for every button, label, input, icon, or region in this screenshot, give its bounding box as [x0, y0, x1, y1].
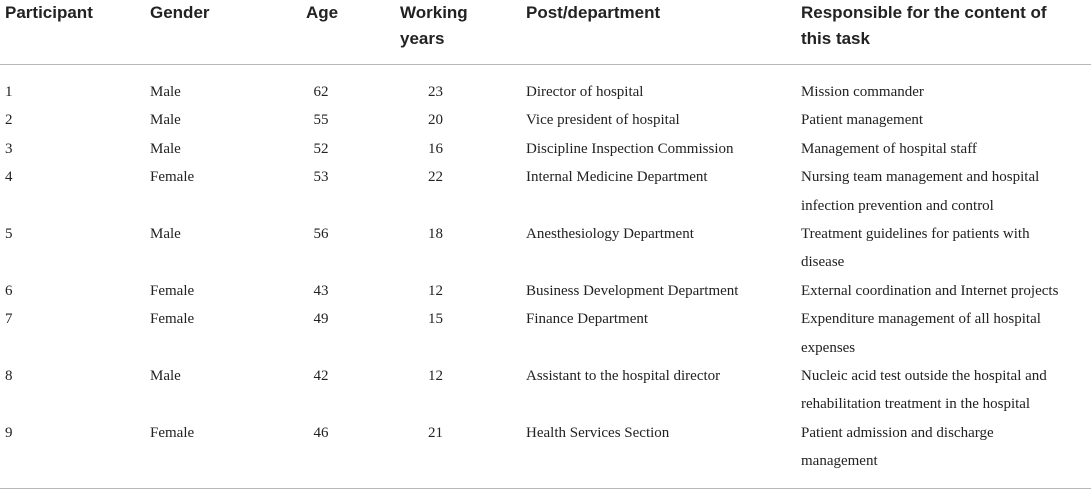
cell-post-department: Vice president of hospital — [526, 112, 680, 129]
table-row — [0, 78, 1091, 106]
cell-post-department: Finance Department — [526, 311, 649, 328]
table-row — [0, 419, 1091, 476]
cell-gender: Male — [150, 226, 181, 243]
cell-age: 52 — [313, 140, 329, 157]
cell-post-department: Director of hospital — [526, 84, 644, 100]
cell-participant: 2 — [5, 112, 13, 129]
table-row — [0, 163, 1091, 220]
cell-responsible: Treatment guidelines for patients with disease — [801, 226, 1030, 271]
cell-age: 55 — [313, 112, 329, 129]
cell-gender: Female — [150, 311, 195, 328]
cell-participant: 3 — [5, 140, 13, 157]
cell-gender: Male — [150, 140, 181, 157]
cell-participant: 9 — [5, 424, 13, 441]
cell-working-years: 23 — [428, 84, 443, 100]
cell-age: 62 — [313, 84, 329, 100]
cell-participant: 1 — [5, 84, 13, 100]
table-header — [0, 0, 1091, 65]
header-responsible: Responsible for the content of this task — [801, 3, 1047, 48]
cell-responsible: Patient admission and discharge management — [801, 424, 994, 470]
table-row — [0, 220, 1091, 277]
header-age: Age — [306, 3, 339, 22]
cell-participant: 5 — [5, 226, 13, 243]
cell-working-years: 15 — [428, 311, 443, 328]
cell-post-department: Discipline Inspection Commission — [526, 140, 734, 157]
cell-gender: Female — [150, 282, 195, 299]
table-row — [0, 362, 1091, 419]
cell-post-department: Business Development Department — [526, 282, 739, 299]
cell-working-years: 20 — [428, 112, 443, 129]
cell-participant: 4 — [5, 169, 13, 186]
table-row — [0, 135, 1091, 163]
cell-working-years: 12 — [428, 282, 443, 299]
cell-participant: 7 — [5, 311, 13, 328]
table-body — [0, 65, 1091, 476]
cell-working-years: 21 — [428, 424, 443, 441]
cell-age: 53 — [313, 169, 329, 186]
header-working-years: Working years — [400, 3, 468, 48]
table-row — [0, 277, 1091, 305]
cell-gender: Male — [150, 368, 181, 385]
header-participant: Participant — [5, 3, 93, 22]
cell-responsible: Mission commander — [801, 84, 924, 100]
cell-responsible: Expenditure management of all hospital expenses — [801, 311, 1041, 356]
cell-working-years: 22 — [428, 169, 443, 186]
cell-responsible: Nucleic acid test outside the hospital and rehabilitation treatment in the hospital — [801, 368, 1047, 413]
cell-gender: Male — [150, 112, 181, 129]
cell-working-years: 16 — [428, 140, 443, 157]
cell-age: 42 — [313, 368, 329, 385]
cell-post-department: Internal Medicine Department — [526, 169, 708, 186]
cell-responsible: Patient management — [801, 112, 924, 129]
cell-responsible: Management of hospital staff — [801, 140, 977, 157]
cell-responsible: External coordination and Internet projects — [801, 282, 1059, 299]
header-post-department: Post/department — [526, 3, 661, 22]
cell-gender: Female — [150, 169, 195, 186]
cell-responsible: Nursing team management and hospital infection prevention and control — [801, 169, 1040, 214]
cell-participant: 6 — [5, 282, 13, 299]
cell-post-department: Anesthesiology Department — [526, 226, 694, 243]
cell-post-department: Health Services Section — [526, 424, 670, 441]
cell-age: 43 — [313, 282, 329, 299]
header-gender: Gender — [150, 3, 210, 22]
table-row — [0, 305, 1091, 362]
cell-working-years: 12 — [428, 368, 443, 385]
cell-age: 49 — [313, 311, 329, 328]
cell-working-years: 18 — [428, 226, 443, 243]
table-bottom-rule — [0, 488, 1091, 489]
cell-age: 56 — [313, 226, 329, 243]
cell-participant: 8 — [5, 368, 13, 385]
cell-gender: Female — [150, 424, 195, 441]
cell-age: 46 — [313, 424, 329, 441]
cell-gender: Male — [150, 84, 181, 100]
cell-post-department: Assistant to the hospital director — [526, 368, 721, 385]
table-row — [0, 106, 1091, 134]
